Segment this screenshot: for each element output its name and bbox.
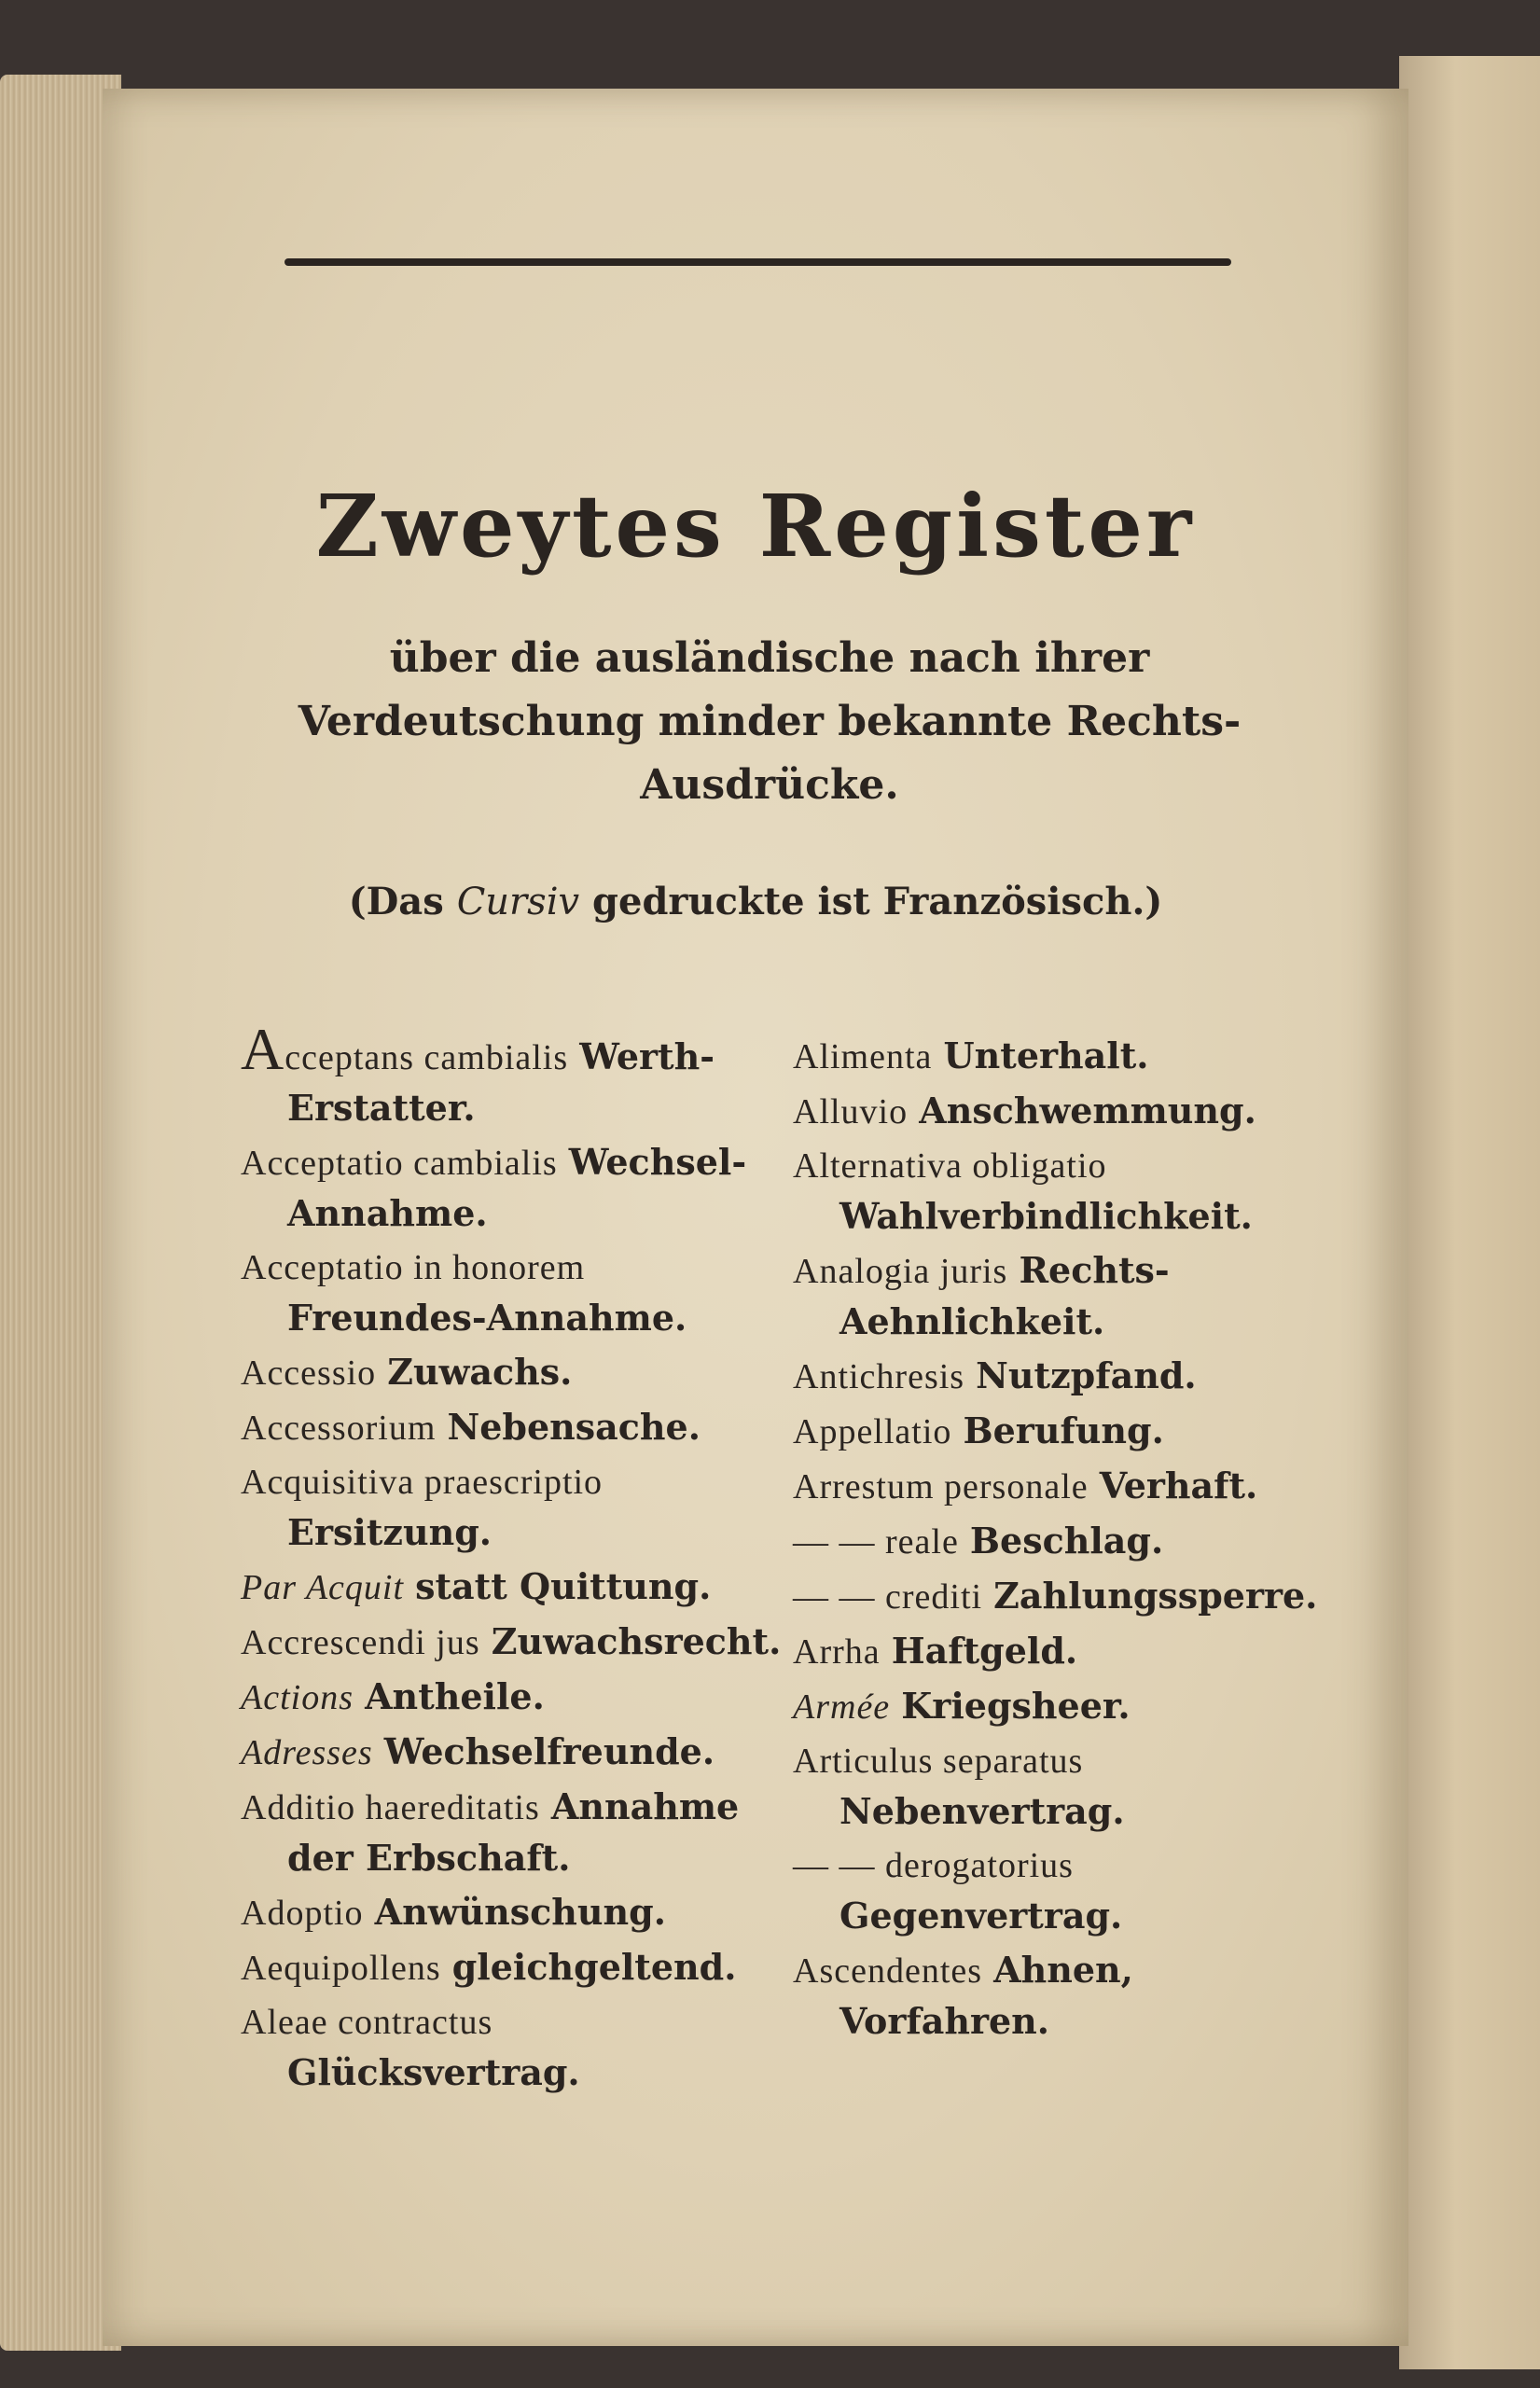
entry-meaning: gleichgeltend. [451, 1946, 737, 1988]
entry-meaning: statt Quittung. [415, 1565, 712, 1607]
register-entry [241, 1562, 791, 1613]
register-entry [793, 1245, 1353, 1347]
entry-term: Arrha [793, 1632, 881, 1672]
book-page [103, 89, 1408, 2346]
entry-term: — — crediti [793, 1577, 983, 1617]
register-entry [241, 1942, 791, 1993]
left-column [241, 1016, 791, 2102]
entry-meaning: Zuwachs. [387, 1351, 573, 1393]
entry-term: Alternativa obligatio [793, 1146, 1107, 1186]
note-prefix: (Das [348, 880, 444, 923]
register-entry [241, 1243, 791, 1343]
page-title: Zweytes Register [315, 476, 1196, 576]
entry-meaning: Ersitzung. [287, 1511, 493, 1553]
register-entry [793, 1086, 1353, 1137]
register-entry [793, 1141, 1353, 1242]
entry-term: Aequipollens [241, 1949, 441, 1988]
register-entry [241, 1617, 791, 1668]
note-suffix: gedruckte ist Französisch.) [592, 880, 1163, 923]
register-entry [241, 1137, 791, 1239]
right-column [793, 1031, 1353, 2050]
entry-meaning: Annahme der Erbschaft. [287, 1785, 740, 1879]
register-entry [793, 1840, 1353, 1941]
entry-term: Accessorium [241, 1409, 437, 1448]
entry-meaning: Glücksvertrag. [287, 2051, 580, 2093]
entry-meaning: Unterhalt. [943, 1034, 1149, 1076]
entry-meaning: Werth-Erstatter. [287, 1035, 715, 1129]
register-entry [793, 1516, 1353, 1567]
register-entry [241, 1672, 791, 1723]
register-entry [793, 1031, 1353, 1082]
register-entry [241, 1347, 791, 1398]
entry-meaning: Rechts-Aehnlichkeit. [839, 1249, 1170, 1342]
entry-meaning: Nebensache. [447, 1406, 701, 1448]
entry-term: Arrestum personale [793, 1467, 1089, 1506]
entry-term: Acceptatio in honorem [241, 1248, 586, 1287]
entry-meaning: Wechsel-Annahme. [287, 1141, 747, 1234]
entry-term: Alimenta [793, 1037, 933, 1076]
register-entry [793, 1406, 1353, 1457]
entry-meaning: Ahnen, Vorfahren. [839, 1949, 1133, 2042]
page-subtitle: über die ausländische nach ihrer Verdeutschung minder bekannte Rechts-Ausdrücke. [298, 634, 1242, 809]
entry-term: Adoptio [241, 1894, 364, 1933]
entry-meaning: Antheile. [365, 1675, 545, 1717]
entry-meaning: Anwünschung. [374, 1891, 666, 1933]
register-entry [793, 1736, 1353, 1837]
entry-term: Par Acquit [241, 1568, 405, 1607]
entry-meaning: Beschlag. [969, 1520, 1164, 1562]
register-entry [793, 1681, 1353, 1732]
register-entry [793, 1626, 1353, 1677]
entry-meaning: Verhaft. [1099, 1465, 1258, 1506]
register-entry [241, 1997, 791, 2098]
register-entry [241, 1016, 791, 1133]
entry-term: Accrescendi jus [241, 1623, 480, 1662]
entry-term: Articulus separatus [793, 1742, 1084, 1781]
entry-meaning: Haftgeld. [891, 1630, 1078, 1672]
entry-term: Additio haereditatis [241, 1788, 540, 1827]
note-italic-word: Cursiv [456, 881, 580, 923]
entry-meaning: Gegenvertrag. [839, 1895, 1123, 1937]
register-entry [241, 1782, 791, 1883]
entry-term: Armée [793, 1687, 891, 1727]
register-entry [793, 1571, 1353, 1622]
register-entry [241, 1402, 791, 1453]
entry-meaning: Berufung. [963, 1409, 1164, 1451]
entry-term: Aleae contractus [241, 2003, 493, 2042]
register-entry [241, 1727, 791, 1778]
entry-term: Antichresis [793, 1357, 965, 1396]
header-rule [284, 258, 1231, 266]
entry-meaning: Nutzpfand. [976, 1354, 1197, 1396]
register-entry [241, 1887, 791, 1938]
entry-meaning: Wahlverbindlichkeit. [839, 1195, 1253, 1237]
entry-meaning: Freundes-Annahme. [287, 1297, 687, 1339]
entry-term: — — derogatorius [793, 1846, 1074, 1885]
entry-term: — — reale [793, 1522, 959, 1562]
entry-term: Adresses [241, 1733, 373, 1772]
entry-term: Acquisitiva praescriptio [241, 1463, 604, 1502]
register-entry [241, 1457, 791, 1558]
entry-meaning: Zuwachsrecht. [491, 1620, 782, 1662]
entry-term: Actions [241, 1678, 354, 1717]
entry-meaning: Nebenvertrag. [839, 1790, 1125, 1832]
entry-term: Ascendentes [793, 1951, 983, 1991]
register-entry [793, 1945, 1353, 2047]
entry-term: Alluvio [793, 1092, 909, 1132]
entry-term: Analogia juris [793, 1252, 1008, 1291]
entry-meaning: Anschwemmung. [919, 1090, 1256, 1132]
entry-term: Accessio [241, 1354, 377, 1393]
entry-term: Acceptans cambialis [241, 1016, 569, 1082]
entry-meaning: Zahlungssperre. [993, 1575, 1318, 1617]
register-entry [793, 1351, 1353, 1402]
facing-page-edge [1399, 56, 1540, 2369]
register-entry [793, 1461, 1353, 1512]
entry-meaning: Kriegsheer. [901, 1685, 1131, 1727]
entry-meaning: Wechselfreunde. [383, 1730, 715, 1772]
entry-term: Appellatio [793, 1412, 952, 1451]
typeface-note [103, 880, 1408, 923]
entry-term: Acceptatio cambialis [241, 1144, 558, 1183]
